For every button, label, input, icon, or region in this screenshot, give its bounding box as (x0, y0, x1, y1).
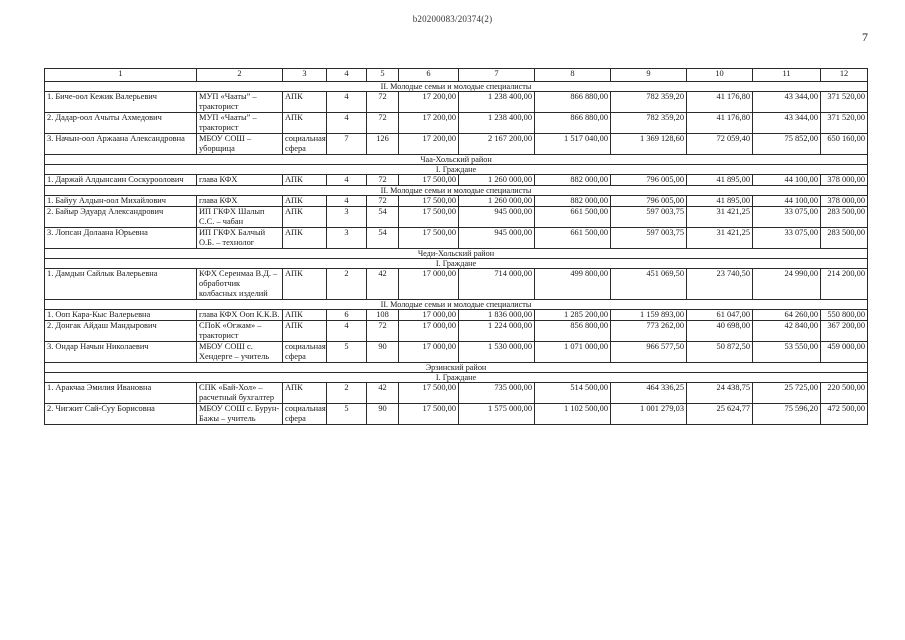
section-row (45, 82, 868, 92)
amount-cell: 882 000,00 (535, 196, 611, 207)
rate-cell: 17 000,00 (399, 310, 459, 321)
amount-cell: 33 075,00 (753, 228, 821, 249)
sector-cell: АПК (283, 383, 327, 404)
section-title: I. Граждане (45, 165, 868, 175)
table-row (45, 404, 868, 425)
amount-cell: 735 000,00 (459, 383, 535, 404)
term-cell: 42 (367, 383, 399, 404)
amount-cell: 24 990,00 (753, 269, 821, 300)
rate-cell: 17 500,00 (399, 404, 459, 425)
amount-cell: 24 438,75 (687, 383, 753, 404)
column-header: 6 (399, 69, 459, 82)
page-number: 7 (862, 30, 868, 44)
amount-cell: 1 260 000,00 (459, 175, 535, 186)
term-cell: 72 (367, 196, 399, 207)
count-cell: 4 (327, 196, 367, 207)
section-title: I. Граждане (45, 259, 868, 269)
person-name-cell: 1. Байуу Алдын-оол Михайлович (45, 196, 197, 207)
table-row (45, 175, 868, 186)
amount-cell: 75 852,00 (753, 134, 821, 155)
rate-cell: 17 000,00 (399, 269, 459, 300)
amount-cell: 945 000,00 (459, 207, 535, 228)
section-title: Чеди-Хольский район (45, 249, 868, 259)
amount-cell: 1 575 000,00 (459, 404, 535, 425)
section-title: Чаа-Хольский район (45, 155, 868, 165)
section-title: I. Граждане (45, 373, 868, 383)
amount-cell: 459 000,00 (821, 342, 868, 363)
amount-cell: 64 260,00 (753, 310, 821, 321)
amount-cell: 25 624,77 (687, 404, 753, 425)
amount-cell: 714 000,00 (459, 269, 535, 300)
amount-cell: 514 500,00 (535, 383, 611, 404)
employer-cell: МБОУ СОШ – уборщица (197, 134, 283, 155)
amount-cell: 41 895,00 (687, 175, 753, 186)
amount-cell: 25 725,00 (753, 383, 821, 404)
sector-cell: АПК (283, 196, 327, 207)
amount-cell: 661 500,00 (535, 228, 611, 249)
amount-cell: 782 359,20 (611, 113, 687, 134)
term-cell: 90 (367, 342, 399, 363)
employer-cell: ИП ГКФХ Балчый О.Б. – технолог (197, 228, 283, 249)
count-cell: 4 (327, 321, 367, 342)
amount-cell: 53 550,00 (753, 342, 821, 363)
rate-cell: 17 000,00 (399, 342, 459, 363)
employer-cell: глава КФХ (197, 196, 283, 207)
amount-cell: 650 160,00 (821, 134, 868, 155)
sector-cell: АПК (283, 228, 327, 249)
amount-cell: 378 000,00 (821, 175, 868, 186)
term-cell: 90 (367, 404, 399, 425)
amount-cell: 1 517 040,00 (535, 134, 611, 155)
sector-cell: АПК (283, 321, 327, 342)
column-header: 4 (327, 69, 367, 82)
amount-cell: 378 000,00 (821, 196, 868, 207)
section-row (45, 259, 868, 269)
amount-cell: 371 520,00 (821, 113, 868, 134)
section-row (45, 165, 868, 175)
amount-cell: 220 500,00 (821, 383, 868, 404)
amount-cell: 61 047,00 (687, 310, 753, 321)
amount-cell: 1 369 128,60 (611, 134, 687, 155)
count-cell: 5 (327, 404, 367, 425)
section-title: Эрзинский район (45, 363, 868, 373)
table-row (45, 92, 868, 113)
term-cell: 72 (367, 92, 399, 113)
rate-cell: 17 500,00 (399, 196, 459, 207)
person-name-cell: 1. Аракчаа Эмилия Ивановна (45, 383, 197, 404)
count-cell: 6 (327, 310, 367, 321)
amount-cell: 472 500,00 (821, 404, 868, 425)
header-row (45, 69, 868, 82)
amount-cell: 41 895,00 (687, 196, 753, 207)
employer-cell: ИП ГКФХ Шалып С.С. – чабан (197, 207, 283, 228)
term-cell: 72 (367, 321, 399, 342)
count-cell: 2 (327, 269, 367, 300)
amount-cell: 1 285 200,00 (535, 310, 611, 321)
amount-cell: 1 260 000,00 (459, 196, 535, 207)
amount-cell: 882 000,00 (535, 175, 611, 186)
section-row (45, 186, 868, 196)
employer-cell: глава КФХ Ооп К.К.В. (197, 310, 283, 321)
amount-cell: 2 167 200,00 (459, 134, 535, 155)
person-name-cell: 3. Ондар Начын Николаевич (45, 342, 197, 363)
count-cell: 4 (327, 175, 367, 186)
section-row (45, 155, 868, 165)
term-cell: 72 (367, 113, 399, 134)
sector-cell: АПК (283, 175, 327, 186)
rate-cell: 17 500,00 (399, 175, 459, 186)
amount-cell: 499 800,00 (535, 269, 611, 300)
amount-cell: 23 740,50 (687, 269, 753, 300)
sector-cell: АПК (283, 207, 327, 228)
person-name-cell: 1. Дамдын Сайлык Валерьевна (45, 269, 197, 300)
table-row (45, 134, 868, 155)
amount-cell: 43 344,00 (753, 92, 821, 113)
person-name-cell: 1. Бичe-оол Кежик Валерьевич (45, 92, 197, 113)
table-body (45, 69, 868, 425)
amount-cell: 31 421,25 (687, 207, 753, 228)
section-title: II. Молодые семьи и молодые специалисты (45, 82, 868, 92)
employer-cell: МУП «Чаатыˮ – тракторист (197, 113, 283, 134)
column-header: 8 (535, 69, 611, 82)
amount-cell: 1 224 000,00 (459, 321, 535, 342)
amount-cell: 966 577,50 (611, 342, 687, 363)
amount-cell: 661 500,00 (535, 207, 611, 228)
table-row (45, 269, 868, 300)
amount-cell: 1 001 279,03 (611, 404, 687, 425)
amount-cell: 796 005,00 (611, 196, 687, 207)
data-table (44, 68, 868, 425)
section-row (45, 300, 868, 310)
table-row (45, 228, 868, 249)
amount-cell: 856 800,00 (535, 321, 611, 342)
rate-cell: 17 000,00 (399, 321, 459, 342)
amount-cell: 1 238 400,00 (459, 92, 535, 113)
count-cell: 5 (327, 342, 367, 363)
amount-cell: 1 238 400,00 (459, 113, 535, 134)
employer-cell: СПоК «Огжам» – тракторист (197, 321, 283, 342)
amount-cell: 451 069,50 (611, 269, 687, 300)
amount-cell: 72 059,40 (687, 134, 753, 155)
term-cell: 72 (367, 175, 399, 186)
amount-cell: 283 500,00 (821, 207, 868, 228)
section-row (45, 363, 868, 373)
amount-cell: 796 005,00 (611, 175, 687, 186)
rate-cell: 17 500,00 (399, 207, 459, 228)
amount-cell: 283 500,00 (821, 228, 868, 249)
column-header: 11 (753, 69, 821, 82)
employer-cell: МУП «Чаатыˮ – тракторист (197, 92, 283, 113)
employer-cell: МБОУ СОШ с. Бурун-Бажы – учитель (197, 404, 283, 425)
sector-cell: АПК (283, 113, 327, 134)
sector-cell: АПК (283, 269, 327, 300)
rate-cell: 17 200,00 (399, 92, 459, 113)
amount-cell: 43 344,00 (753, 113, 821, 134)
section-row (45, 373, 868, 383)
amount-cell: 367 200,00 (821, 321, 868, 342)
amount-cell: 1 102 500,00 (535, 404, 611, 425)
person-name-cell: 1. Ооп Кара-Кыс Валерьевна (45, 310, 197, 321)
person-name-cell: 3. Начын-оол Аржаана Александровна (45, 134, 197, 155)
amount-cell: 371 520,00 (821, 92, 868, 113)
person-name-cell: 2. Донгак Айдаш Мандырович (45, 321, 197, 342)
rate-cell: 17 500,00 (399, 383, 459, 404)
count-cell: 3 (327, 228, 367, 249)
amount-cell: 40 698,00 (687, 321, 753, 342)
amount-cell: 214 200,00 (821, 269, 868, 300)
section-row (45, 249, 868, 259)
sector-cell: социальная сфера (283, 404, 327, 425)
count-cell: 3 (327, 207, 367, 228)
amount-cell: 1 530 000,00 (459, 342, 535, 363)
table-row (45, 383, 868, 404)
term-cell: 108 (367, 310, 399, 321)
amount-cell: 866 880,00 (535, 92, 611, 113)
amount-cell: 75 596,20 (753, 404, 821, 425)
person-name-cell: 3. Лопсан Долаана Юрьевна (45, 228, 197, 249)
employer-cell: КФХ Серенмаа В.Д. – обработчик колбасных изделий (197, 269, 283, 300)
employer-cell: глава КФХ (197, 175, 283, 186)
amount-cell: 44 100,00 (753, 196, 821, 207)
amount-cell: 945 000,00 (459, 228, 535, 249)
column-header: 2 (197, 69, 283, 82)
amount-cell: 44 100,00 (753, 175, 821, 186)
person-name-cell: 2. Байыр Эдуард Александрович (45, 207, 197, 228)
column-header: 10 (687, 69, 753, 82)
amount-cell: 773 262,00 (611, 321, 687, 342)
count-cell: 7 (327, 134, 367, 155)
sector-cell: социальная сфера (283, 134, 327, 155)
table-row (45, 207, 868, 228)
amount-cell: 50 872,50 (687, 342, 753, 363)
amount-cell: 31 421,25 (687, 228, 753, 249)
amount-cell: 1 159 893,00 (611, 310, 687, 321)
sector-cell: АПК (283, 310, 327, 321)
column-header: 9 (611, 69, 687, 82)
table-row (45, 196, 868, 207)
amount-cell: 866 880,00 (535, 113, 611, 134)
column-header: 3 (283, 69, 327, 82)
table-row (45, 321, 868, 342)
person-name-cell: 2. Чигжит Сай-Суу Борисовна (45, 404, 197, 425)
amount-cell: 41 176,80 (687, 113, 753, 134)
rate-cell: 17 500,00 (399, 228, 459, 249)
document-id: b20200083/20374(2) (412, 14, 493, 24)
term-cell: 54 (367, 207, 399, 228)
person-name-cell: 2. Дадар-оол Ачыты Ахмедович (45, 113, 197, 134)
person-name-cell: 1. Даржай Алдынсаин Соскурoолович (45, 175, 197, 186)
table-row (45, 113, 868, 134)
sector-cell: социальная сфера (283, 342, 327, 363)
amount-cell: 1 071 000,00 (535, 342, 611, 363)
column-header: 1 (45, 69, 197, 82)
rate-cell: 17 200,00 (399, 134, 459, 155)
count-cell: 2 (327, 383, 367, 404)
section-title: II. Молодые семьи и молодые специалисты (45, 300, 868, 310)
column-header: 7 (459, 69, 535, 82)
term-cell: 126 (367, 134, 399, 155)
amount-cell: 597 003,75 (611, 228, 687, 249)
term-cell: 54 (367, 228, 399, 249)
amount-cell: 550 800,00 (821, 310, 868, 321)
amount-cell: 41 176,80 (687, 92, 753, 113)
count-cell: 4 (327, 92, 367, 113)
amount-cell: 42 840,00 (753, 321, 821, 342)
column-header: 5 (367, 69, 399, 82)
employer-cell: СПК «Бай-Хол» – расчетный бухгалтер (197, 383, 283, 404)
column-header: 12 (821, 69, 868, 82)
sector-cell: АПК (283, 92, 327, 113)
count-cell: 4 (327, 113, 367, 134)
amount-cell: 464 336,25 (611, 383, 687, 404)
table-row (45, 310, 868, 321)
amount-cell: 33 075,00 (753, 207, 821, 228)
amount-cell: 1 836 000,00 (459, 310, 535, 321)
amount-cell: 597 003,75 (611, 207, 687, 228)
rate-cell: 17 200,00 (399, 113, 459, 134)
section-title: II. Молодые семьи и молодые специалисты (45, 186, 868, 196)
term-cell: 42 (367, 269, 399, 300)
amount-cell: 782 359,20 (611, 92, 687, 113)
employer-cell: МБОУ СОШ с. Хендерге – учитель (197, 342, 283, 363)
table-row (45, 342, 868, 363)
